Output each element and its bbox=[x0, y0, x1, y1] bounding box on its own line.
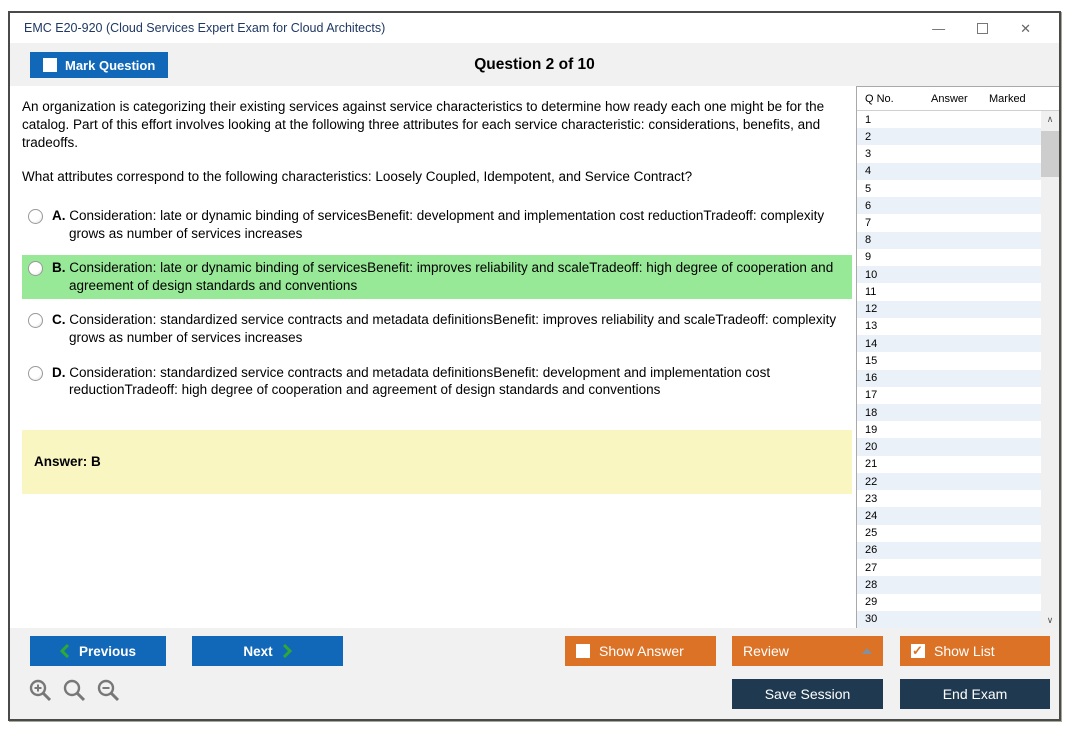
end-exam-label: End Exam bbox=[942, 686, 1008, 702]
question-list-row[interactable]: 26 bbox=[857, 542, 1041, 559]
question-list-row[interactable]: 15 bbox=[857, 352, 1041, 369]
show-answer-button[interactable] bbox=[565, 636, 716, 666]
question-paragraph: An organization is categorizing their existing services against service characteristics to determine how ready each one might be for the catalog. Part of this effort involves looking at the following three attributes for each service characteristic: considerations, benefits, and tradeoffs. bbox=[22, 99, 825, 150]
radio-icon[interactable] bbox=[28, 313, 43, 328]
mark-question-checkbox[interactable] bbox=[43, 58, 57, 72]
option-text: D. Consideration: standardized service contracts and metadata definitionsBenefit: development and implementation cost reductionTradeoff: high degree of cooperation and agreement of design standards and conventions bbox=[52, 364, 771, 398]
question-list-rows bbox=[857, 111, 1041, 628]
question-list-row[interactable]: 6 bbox=[857, 197, 1041, 214]
option-b[interactable] bbox=[22, 255, 852, 299]
show-list-label: Show List bbox=[934, 643, 995, 659]
minimize-icon[interactable]: — bbox=[932, 20, 946, 36]
column-marked: Marked bbox=[989, 92, 1026, 105]
answer-box bbox=[22, 430, 852, 494]
question-list-row[interactable]: 12 bbox=[857, 301, 1041, 318]
chevron-right-icon bbox=[282, 644, 292, 658]
zoom-toolbar bbox=[28, 678, 121, 703]
review-label: Review bbox=[743, 643, 789, 659]
next-label: Next bbox=[243, 643, 273, 659]
question-list-row[interactable]: 18 bbox=[857, 404, 1041, 421]
title-bar bbox=[10, 13, 1059, 43]
column-qno: Q No. bbox=[865, 92, 894, 105]
zoom-out-icon[interactable] bbox=[96, 678, 121, 703]
question-paragraph: What attributes correspond to the following characteristics: Loosely Coupled, Idempotent, and Service Contract? bbox=[22, 169, 693, 185]
question-list-row[interactable]: 2 bbox=[857, 128, 1041, 145]
next-button[interactable] bbox=[192, 636, 343, 666]
question-list-header bbox=[857, 87, 1059, 111]
column-answer: Answer bbox=[931, 92, 968, 105]
question-list-row[interactable]: 10 bbox=[857, 266, 1041, 283]
question-list-row[interactable]: 9 bbox=[857, 249, 1041, 266]
mark-question-button[interactable] bbox=[30, 52, 168, 78]
question-list-row[interactable]: 17 bbox=[857, 387, 1041, 404]
end-exam-button[interactable] bbox=[900, 679, 1050, 709]
answer-label: Answer: B bbox=[34, 454, 101, 470]
question-list-row[interactable]: 20 bbox=[857, 438, 1041, 455]
close-icon[interactable]: ✕ bbox=[1020, 20, 1031, 36]
header-bar bbox=[10, 43, 1059, 86]
radio-icon[interactable] bbox=[28, 209, 43, 224]
chevron-left-icon bbox=[60, 644, 70, 658]
main-area bbox=[10, 86, 1059, 628]
question-list-row[interactable]: 8 bbox=[857, 232, 1041, 249]
question-counter: Question 2 of 10 bbox=[474, 55, 595, 73]
mark-question-label: Mark Question bbox=[65, 57, 156, 73]
exam-window bbox=[8, 11, 1061, 721]
question-list-row[interactable]: 13 bbox=[857, 318, 1041, 335]
radio-icon[interactable] bbox=[28, 261, 43, 276]
options-list bbox=[22, 203, 852, 403]
question-list-row[interactable]: 4 bbox=[857, 163, 1041, 180]
question-list-row[interactable]: 29 bbox=[857, 594, 1041, 611]
question-list-row[interactable]: 14 bbox=[857, 335, 1041, 352]
previous-button[interactable] bbox=[30, 636, 166, 666]
review-button[interactable] bbox=[732, 636, 883, 666]
question-list-row[interactable]: 5 bbox=[857, 180, 1041, 197]
question-list-row[interactable]: 28 bbox=[857, 576, 1041, 593]
option-a[interactable] bbox=[22, 203, 852, 247]
question-list-row[interactable]: 30 bbox=[857, 611, 1041, 628]
zoom-reset-icon[interactable] bbox=[62, 678, 87, 703]
scroll-up-icon[interactable]: ∧ bbox=[1046, 114, 1054, 124]
show-answer-checkbox[interactable] bbox=[576, 644, 590, 658]
question-list-row[interactable]: 24 bbox=[857, 507, 1041, 524]
window-controls bbox=[932, 22, 1045, 35]
question-list-row[interactable]: 1 bbox=[857, 111, 1041, 128]
question-list-panel bbox=[856, 86, 1059, 628]
option-text: A. Consideration: late or dynamic binding of servicesBenefit: development and implementation cost reductionTradeoff: complexity grows as number of services increases bbox=[52, 208, 825, 241]
save-session-label: Save Session bbox=[764, 686, 851, 702]
question-panel bbox=[10, 86, 856, 628]
save-session-button[interactable] bbox=[732, 679, 883, 709]
option-text: C. Consideration: standardized service contracts and metadata definitionsBenefit: improves reliability and scaleTradeoff: complexity grows as number of services increases bbox=[52, 312, 837, 345]
previous-label: Previous bbox=[78, 643, 137, 659]
show-list-button[interactable] bbox=[900, 636, 1050, 666]
question-list-body bbox=[857, 111, 1059, 628]
option-text: B. Consideration: late or dynamic binding of servicesBenefit: improves reliability and scaleTradeoff: high degree of cooperation and agreement of design standards and conventions bbox=[52, 260, 834, 293]
question-list-row[interactable]: 27 bbox=[857, 559, 1041, 576]
question-list-row[interactable]: 11 bbox=[857, 283, 1041, 300]
question-list-row[interactable]: 3 bbox=[857, 145, 1041, 162]
window-title: EMC E20-920 (Cloud Services Expert Exam for Cloud Architects) bbox=[24, 21, 386, 35]
question-list-row[interactable]: 7 bbox=[857, 214, 1041, 231]
question-list-row[interactable]: 25 bbox=[857, 525, 1041, 542]
option-d[interactable] bbox=[22, 360, 852, 404]
question-list-row[interactable]: 22 bbox=[857, 473, 1041, 490]
scroll-thumb[interactable] bbox=[1041, 131, 1059, 177]
option-c[interactable] bbox=[22, 307, 852, 351]
question-list-row[interactable]: 23 bbox=[857, 490, 1041, 507]
radio-icon[interactable] bbox=[28, 366, 43, 381]
scrollbar[interactable] bbox=[1041, 111, 1059, 628]
question-list-row[interactable]: 19 bbox=[857, 421, 1041, 438]
show-answer-label: Show Answer bbox=[599, 643, 684, 659]
maximize-icon[interactable] bbox=[977, 23, 988, 34]
show-list-checkbox[interactable] bbox=[911, 644, 925, 658]
question-list-row[interactable]: 21 bbox=[857, 456, 1041, 473]
triangle-up-icon bbox=[862, 648, 872, 654]
zoom-in-icon[interactable] bbox=[28, 678, 53, 703]
question-list-row[interactable]: 16 bbox=[857, 370, 1041, 387]
scroll-down-icon[interactable]: ∨ bbox=[1046, 615, 1054, 625]
footer-bar bbox=[10, 628, 1059, 719]
